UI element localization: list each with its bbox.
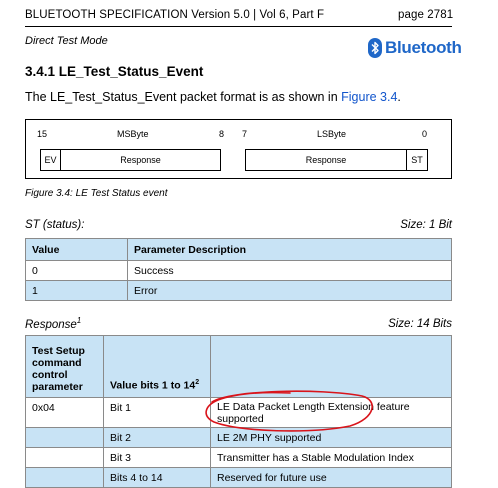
response-title-footnote: 1 bbox=[76, 316, 82, 325]
header-description: Parameter Description bbox=[128, 239, 452, 261]
header-value-bits-text: Value bits 1 to 14 bbox=[110, 379, 196, 391]
bits-cell: Bit 1 bbox=[104, 398, 211, 428]
page-number: page 2781 bbox=[398, 9, 454, 21]
figure-link[interactable]: Figure 3.4 bbox=[341, 90, 398, 104]
bluetooth-rune-icon bbox=[368, 38, 382, 58]
setup-parameter-cell bbox=[26, 468, 104, 488]
response-lsb-field: Response bbox=[246, 150, 407, 170]
table-header-row bbox=[26, 239, 452, 261]
lsbyte-box bbox=[245, 149, 428, 171]
description-cell: LE Data Packet Length Extension feature supported bbox=[211, 398, 452, 428]
table-row bbox=[26, 448, 452, 468]
status-table-size: Size: 1 Bit bbox=[400, 219, 452, 231]
response-table-size: Size: 14 Bits bbox=[388, 318, 452, 330]
bluetooth-logo bbox=[368, 38, 462, 58]
msbyte-label: MSByte bbox=[117, 129, 149, 139]
packet-format-figure bbox=[25, 119, 452, 179]
st-field: ST bbox=[411, 155, 423, 165]
logo-text: Bluetooth bbox=[385, 38, 462, 57]
description-cell: LE 2M PHY supported bbox=[211, 428, 452, 448]
table-row bbox=[26, 261, 452, 281]
table-row bbox=[26, 468, 452, 488]
section-name: Direct Test Mode bbox=[25, 35, 108, 47]
status-table-title: ST (status): bbox=[25, 219, 85, 231]
intro-paragraph bbox=[25, 90, 401, 104]
status-description: Error bbox=[128, 281, 452, 301]
bit-15-label: 15 bbox=[37, 129, 48, 139]
lsbyte-label: LSByte bbox=[317, 129, 347, 139]
header-value: Value bbox=[26, 239, 128, 261]
status-description: Success bbox=[128, 261, 452, 281]
bits-cell: Bits 4 to 14 bbox=[104, 468, 211, 488]
bit-8-label: 8 bbox=[219, 129, 225, 139]
description-cell: Transmitter has a Stable Modulation Index bbox=[211, 448, 452, 468]
response-table-title bbox=[25, 316, 81, 331]
intro-text: The LE_Test_Status_Event packet format is as shown in bbox=[25, 90, 342, 104]
ev-field: EV bbox=[41, 150, 61, 170]
status-table bbox=[25, 238, 452, 301]
intro-end: . bbox=[397, 90, 401, 104]
description-cell: Reserved for future use bbox=[211, 468, 452, 488]
red-annotation-ellipse bbox=[200, 388, 380, 434]
header-setup-parameter: Test Setup command control parameter bbox=[26, 336, 104, 398]
msbyte-box bbox=[40, 149, 221, 171]
header-value-bits bbox=[104, 336, 211, 398]
figure-caption: Figure 3.4: LE Test Status event bbox=[25, 188, 168, 199]
header-value-bits-footnote: 2 bbox=[195, 378, 200, 386]
status-value: 1 bbox=[26, 281, 128, 301]
bit-0-label: 0 bbox=[422, 129, 428, 139]
setup-parameter-cell bbox=[26, 428, 104, 448]
response-msb-field: Response bbox=[120, 155, 161, 165]
bit-7-label: 7 bbox=[242, 129, 248, 139]
bits-cell: Bit 2 bbox=[104, 428, 211, 448]
section-heading: 3.4.1 LE_Test_Status_Event bbox=[25, 64, 204, 79]
spec-title: BLUETOOTH SPECIFICATION Version 5.0 | Vol 6, Part F bbox=[25, 9, 325, 21]
bits-cell: Bit 3 bbox=[104, 448, 211, 468]
setup-parameter-cell: 0x04 bbox=[26, 398, 104, 428]
status-value: 0 bbox=[26, 261, 128, 281]
header-rule bbox=[25, 26, 452, 27]
response-title-text: Response bbox=[25, 318, 77, 331]
setup-parameter-cell bbox=[26, 448, 104, 468]
table-row bbox=[26, 281, 452, 301]
